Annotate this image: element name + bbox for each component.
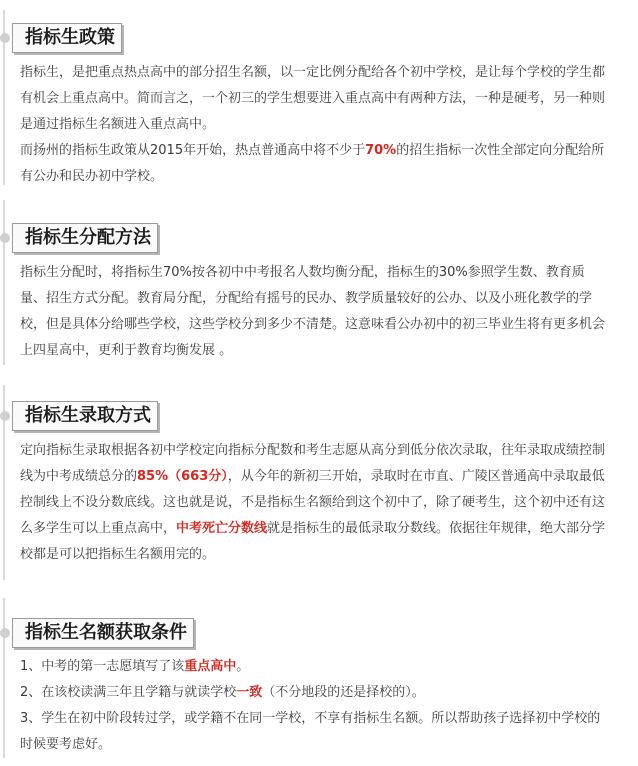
section-body [20, 654, 608, 758]
list-item: 1、中考的第一志愿填写了该重点高中。 [20, 659, 250, 674]
section-allocation [0, 200, 638, 380]
highlight: 中考死亡分数线 [176, 521, 268, 536]
paragraph: 而扬州的指标生政策从2015年开始，热点普通高中将不少于70%的招生指标一次性全部定向分配给所有公办和民办初中学校。 [20, 143, 605, 184]
section-title: 指标生录取方式 [12, 401, 158, 431]
section-bar [3, 200, 5, 365]
section-title: 指标生政策 [12, 23, 122, 53]
bullet-dot-icon [0, 233, 10, 243]
bullet-dot-icon [0, 33, 10, 43]
highlight: 85%（663分） [137, 469, 228, 484]
paragraph: 指标生分配时，将指标生70%按各初中中考报名人数均衡分配，指标生的30%参照学生数、教育质量、招生方式分配。教育局分配，分配给有摇号的民办、教学质量较好的公办、以及小班化教学的学校，但是具体分给哪些学校，这些学校分到多少不清楚。这意味看公办初中的初三毕业生将有更多机会上四星高中，更利于教育均衡发展 。 [20, 265, 606, 358]
bullet-dot-icon [0, 628, 10, 638]
section-body [20, 60, 608, 190]
bullet-dot-icon [0, 411, 10, 421]
list-item: 2、在该校读满三年且学籍与就读学校一致（不分地段的还是择校的）。 [20, 685, 425, 700]
section-conditions [0, 598, 638, 766]
paragraph: 定向指标生录取根据各初中学校定向指标分配数和考生志愿从高分到低分依次录取，往年录取成绩控制线为中考成绩总分的85%（663分），从今年的新初三开始，录取时在市直、广陵区普通高中录取最低控制线上不设分数底线。这也就是说，不是指标生名额给到这个初中了，除了硬考生，这个初中还有这么多学生可以上重点高中，中考死亡分数线就是指标生的最低录取分数线。依据往年规律，绝大部分学校都是可以把指标生名额用完的。 [20, 443, 606, 562]
list-item: 3、学生在初中阶段转过学，或学籍不在同一学校，不享有指标生名额。所以帮助孩子选择初中学校的时候要考虑好。 [20, 711, 601, 752]
section-bar [3, 598, 5, 758]
section-title: 指标生分配方法 [12, 223, 158, 253]
highlight: 一致 [236, 685, 263, 700]
highlight: 70% [365, 143, 397, 158]
section-policy [0, 0, 638, 200]
highlight: 重点高中 [184, 659, 237, 674]
section-body [20, 260, 608, 364]
section-title: 指标生名额获取条件 [12, 618, 194, 648]
paragraph: 指标生，是把重点热点高中的部分招生名额，以一定比例分配给各个初中学校，是让每个学校的学生都有机会上重点高中。简而言之，一个初三的学生想要进入重点高中有两种方法，一种是硬考，另一种则是通过指标生名额进入重点高中。 [20, 65, 606, 132]
section-admission [0, 385, 638, 595]
section-body [20, 438, 608, 568]
